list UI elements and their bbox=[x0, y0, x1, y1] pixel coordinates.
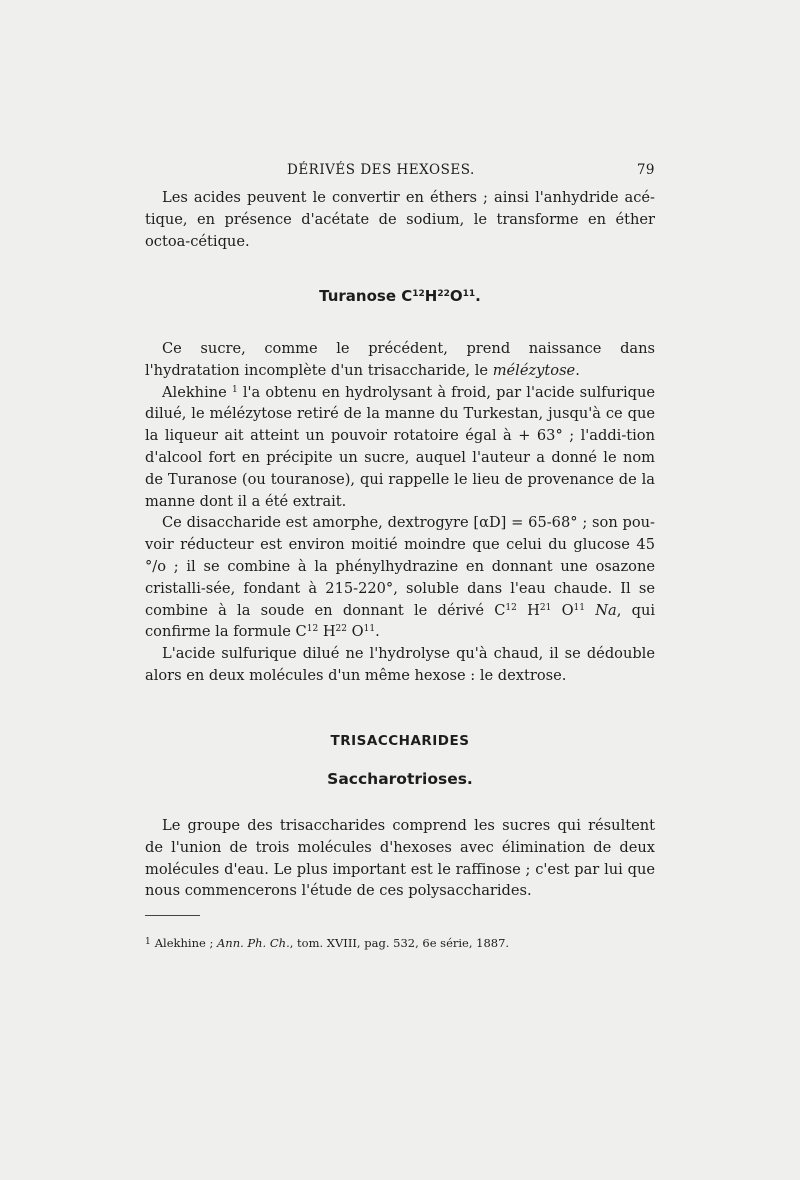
footnote-journal: Ann. Ph. Ch. bbox=[216, 936, 290, 950]
footnote-rule bbox=[145, 915, 200, 916]
sodium-derivative-formula: $C^{12}$ $H^{21}$ $O^{11}$ Na bbox=[494, 601, 617, 619]
intro-paragraph: Les acides peuvent le convertir en éthers ; ainsi l'anhydride acé-tique, en présence d'acétate de sodium, le transforme en éther octoa-cétique. bbox=[145, 189, 655, 250]
turanose-heading bbox=[145, 287, 655, 305]
footnote-author: Alekhine ; bbox=[154, 936, 214, 950]
turanose-section bbox=[145, 338, 655, 687]
turanose-paragraph-4: L'acide sulfurique dilué ne l'hydrolyse qu'à chaud, il se dédouble alors en deux molécules d'un même hexose : le dextrose. bbox=[145, 645, 655, 684]
trisaccharides-section bbox=[145, 815, 655, 902]
turanose-paragraph-2: Alekhine $^1$ l'a obtenu en hydrolysant à froid, par l'acide sulfurique dilué, le mélézytose retiré de la manne du Turkestan, jusqu'à ce que la liqueur ait atteint un pouvoir rotatoire égal à + 63° ; l'addi-tion d'alcool fort en précipite un sucre, auquel l'auteur a donné le nom de Turanose (ou touranose), qui rappelle le lieu de provenance de la manne dont il a été extrait. bbox=[145, 383, 655, 510]
turanose-paragraph-1: Ce sucre, comme le précédent, prend naissance dans l'hydratation incomplète d'un trisaccharide, le mélézytose. bbox=[145, 340, 655, 379]
trisaccharides-paragraph: Le groupe des trisaccharides comprend les sucres qui résultent de l'union de trois molécules d'hexoses avec élimination de deux molécules d'eau. Le plus important est le raffinose ; c'est par lui que nous commencerons l'étude de ces polysaccharides. bbox=[145, 817, 655, 900]
melezytose-term: mélézytose bbox=[492, 361, 576, 379]
turanose-formula: $C^{12}$ $H^{22}$ $O^{11}$. bbox=[295, 623, 380, 641]
trisaccharides-heading: TRISACCHARIDES bbox=[330, 733, 470, 749]
turanose-heading-formula: $C^{12}H^{22}O^{11}$. bbox=[401, 287, 481, 305]
footnote-ref: 1 bbox=[231, 384, 238, 395]
footnote bbox=[145, 934, 655, 951]
intro-block bbox=[145, 187, 655, 252]
turanose-paragraph-3: Ce disaccharide est amorphe, dextrogyre [αD] = 65-68° ; son pou-voir réducteur est environ moitié moindre que celui du glucose 45 °/o ; il se combine à la phénylhydrazine en donnant une osazone cristalli-sée, fondant à 215-220°, soluble dans l'eau chaude. Il se combine à la soude en donnant le dérivé $C^{12}$ $H^{21}$ $O^{11}$ Na, qui confirme la formule $C^{12}$ $H^{22}$ $O^{11}$. bbox=[145, 514, 656, 641]
footnote-details: , tom. XVIII, pag. 532, 6e série, 1887. bbox=[289, 936, 510, 950]
turanose-heading-name: Turanose bbox=[319, 287, 396, 305]
footnote-mark: 1 bbox=[145, 937, 151, 947]
page-number: 79 bbox=[636, 162, 655, 178]
running-head-title: DÉRIVÉS DES HEXOSES. bbox=[287, 162, 475, 178]
saccharotrioses-subheading: Saccharotrioses. bbox=[327, 770, 473, 788]
